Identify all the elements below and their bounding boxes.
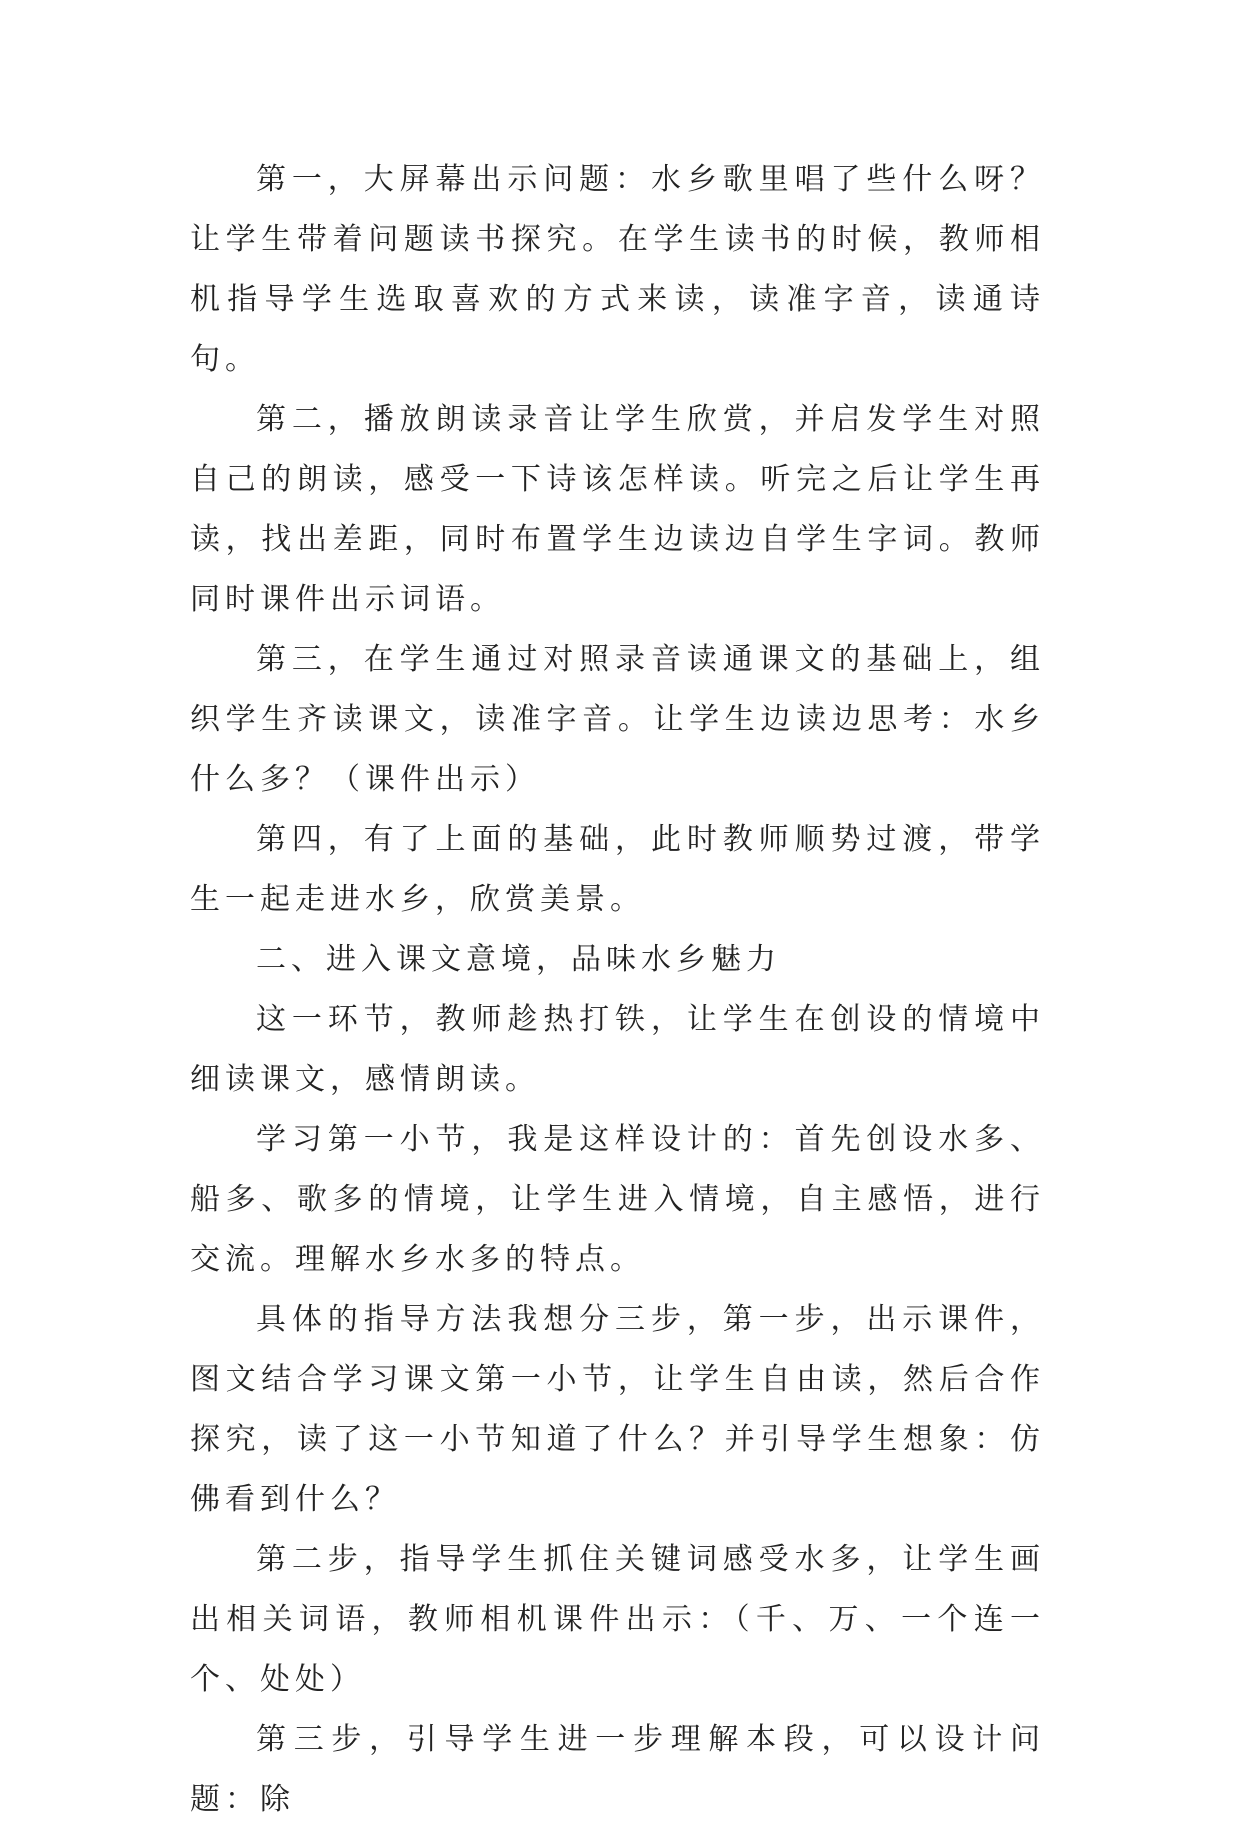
paragraph-step-two: 第二，播放朗读录音让学生欣赏，并启发学生对照自己的朗读，感受一下诗该怎样读。听完之后让学生再读，找出差距，同时布置学生边读边自学生字词。教师同时课件出示词语。 xyxy=(190,402,1045,617)
paragraph-step-four: 第四，有了上面的基础，此时教师顺势过渡，带学生一起走进水乡，欣赏美景。 xyxy=(190,822,1045,917)
paragraph-section-intro: 这一环节，教师趁热打铁，让学生在创设的情境中细读课文，感情朗读。 xyxy=(190,1002,1045,1097)
paragraph-third-step: 第三步，引导学生进一步理解本段，可以设计问题：除 xyxy=(190,1722,1045,1817)
paragraph-step-one: 第一，大屏幕出示问题：水乡歌里唱了些什么呀？让学生带着问题读书探究。在学生读书的时候，教师相机指导学生选取喜欢的方式来读，读准字音，读通诗句。 xyxy=(190,162,1045,377)
section-heading: 二、进入课文意境，品味水乡魅力 xyxy=(256,942,781,977)
document-page xyxy=(190,150,1045,1830)
paragraph-guidance-method: 具体的指导方法我想分三步，第一步，出示课件，图文结合学习课文第一小节，让学生自由读，然后合作探究，读了这一小节知道了什么？并引导学生想象：仿佛看到什么？ xyxy=(190,1302,1045,1517)
paragraph-step-three: 第三，在学生通过对照录音读通课文的基础上，组织学生齐读课文，读准字音。让学生边读边思考：水乡什么多？（课件出示） xyxy=(190,642,1045,797)
paragraph-second-step: 第二步，指导学生抓住关键词感受水多，让学生画出相关词语，教师相机课件出示：（千、万、一个连一个、处处） xyxy=(190,1542,1045,1697)
paragraph-first-stanza-design: 学习第一小节，我是这样设计的：首先创设水多、船多、歌多的情境，让学生进入情境，自主感悟，进行交流。理解水乡水多的特点。 xyxy=(190,1122,1045,1277)
